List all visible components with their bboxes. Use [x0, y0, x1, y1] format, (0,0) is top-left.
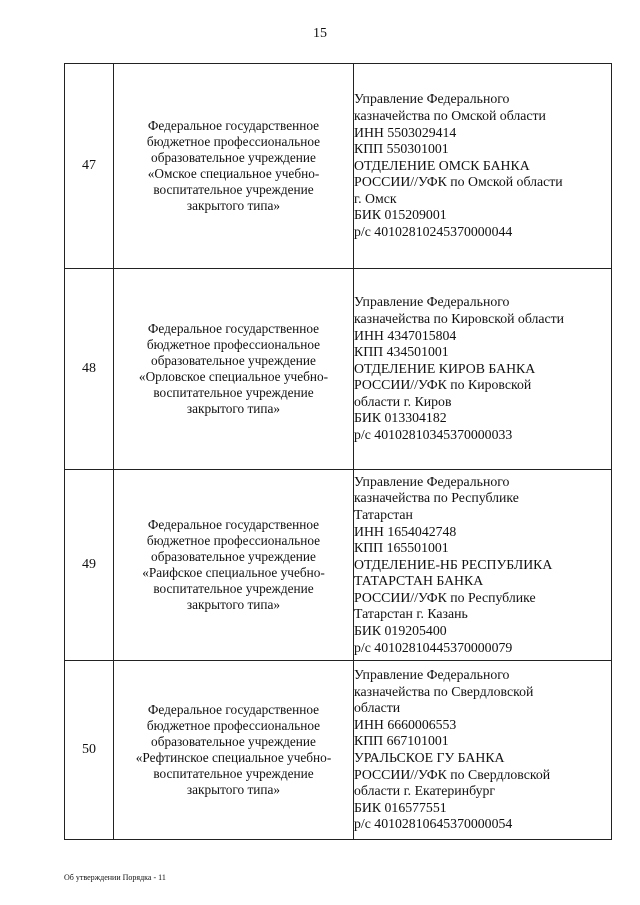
bank-details-line: Управление Федерального: [354, 473, 510, 489]
bank-details-line: Татарстан г. Казань: [354, 606, 468, 622]
bank-details-cell: [354, 269, 612, 470]
organization-line: закрытого типа»: [186, 597, 281, 612]
organization-line: закрытого типа»: [186, 401, 281, 416]
bank-details-line: Татарстан: [354, 506, 413, 522]
organization-cell: [114, 661, 354, 840]
bank-details-line: БИК 016577551: [354, 799, 447, 815]
document-footer: Об утверждении Порядка - 11: [64, 873, 166, 882]
bank-details-line: БИК 013304182: [354, 410, 447, 426]
organization-cell: [114, 470, 354, 661]
bank-details-line: РОССИИ//УФК по Кировской: [354, 377, 532, 393]
organization-line: «Рефтинское специальное учебно-: [135, 750, 332, 765]
organization-line: Федеральное государственное: [147, 118, 320, 133]
organization-line: бюджетное профессиональное: [146, 533, 321, 548]
row-number: 47: [65, 64, 114, 269]
organization-cell: [114, 64, 354, 269]
bank-details-line: БИК 019205400: [354, 623, 447, 639]
table-row: [65, 661, 612, 840]
organization-line: бюджетное профессиональное: [146, 718, 321, 733]
records-table: [64, 63, 612, 840]
organization-line: воспитательное учреждение: [153, 581, 314, 596]
table-row: [65, 470, 612, 661]
bank-details-line: области г. Екатеринбург: [354, 783, 496, 799]
bank-details-line: Управление Федерального: [354, 294, 510, 310]
bank-details-line: РОССИИ//УФК по Республике: [354, 589, 536, 605]
bank-details-line: УРАЛЬСКОЕ ГУ БАНКА: [354, 750, 505, 765]
bank-details-line: ИНН 5503029414: [354, 124, 457, 140]
bank-details-line: г. Омск: [354, 190, 397, 206]
organization-line: образовательное учреждение: [151, 353, 316, 368]
bank-details-line: казначейства по Омской области: [354, 107, 546, 123]
organization-line: воспитательное учреждение: [153, 182, 314, 197]
organization-line: воспитательное учреждение: [153, 766, 314, 781]
bank-details-line: БИК 015209001: [354, 207, 447, 223]
bank-details-line: области г. Киров: [354, 393, 452, 409]
bank-details-line: р/с 40102810445370000079: [354, 639, 513, 655]
organization-line: образовательное учреждение: [151, 734, 316, 749]
bank-details-line: казначейства по Республике: [354, 490, 519, 506]
bank-details-line: ОТДЕЛЕНИЕ-НБ РЕСПУБЛИКА: [354, 556, 553, 572]
bank-details-line: ТАТАРСТАН БАНКА: [354, 573, 484, 589]
bank-details-line: казначейства по Кировской области: [354, 310, 565, 326]
bank-details-cell: [354, 64, 612, 269]
bank-details-cell: [354, 661, 612, 840]
bank-details-line: КПП 667101001: [354, 733, 449, 749]
bank-details-line: Управление Федерального: [354, 667, 510, 683]
bank-details-line: ИНН 4347015804: [354, 327, 457, 343]
organization-line: образовательное учреждение: [151, 549, 316, 564]
page-number: 15: [313, 26, 327, 41]
organization-line: закрытого типа»: [186, 782, 281, 797]
organization-line: бюджетное профессиональное: [146, 134, 321, 149]
bank-details-line: КПП 550301001: [354, 141, 449, 157]
organization-line: воспитательное учреждение: [153, 385, 314, 400]
bank-details-line: области: [354, 700, 401, 716]
organization-cell: [114, 269, 354, 470]
table-row: [65, 64, 612, 269]
bank-details-line: КПП 434501001: [354, 344, 449, 360]
organization-line: «Раифское специальное учебно-: [142, 565, 325, 580]
table-row: [65, 269, 612, 470]
bank-details-line: КПП 165501001: [354, 540, 449, 556]
row-number: 48: [65, 269, 114, 470]
bank-details-line: р/с 40102810245370000044: [354, 224, 513, 240]
row-number: 50: [65, 661, 114, 840]
organization-line: Федеральное государственное: [147, 517, 320, 532]
organization-line: бюджетное профессиональное: [146, 337, 321, 352]
bank-details-line: казначейства по Свердловской: [354, 683, 534, 699]
records-table-body: [65, 64, 612, 840]
bank-details-line: ОТДЕЛЕНИЕ КИРОВ БАНКА: [354, 360, 536, 376]
organization-line: «Орловское специальное учебно-: [138, 369, 329, 384]
bank-details-line: Управление Федерального: [354, 91, 510, 107]
bank-details-cell: [354, 470, 612, 661]
organization-line: образовательное учреждение: [151, 150, 316, 165]
organization-line: закрытого типа»: [186, 198, 281, 213]
bank-details-line: ОТДЕЛЕНИЕ ОМСК БАНКА: [354, 157, 530, 173]
bank-details-line: РОССИИ//УФК по Омской области: [354, 174, 563, 190]
bank-details-line: р/с 40102810645370000054: [354, 816, 513, 832]
organization-line: Федеральное государственное: [147, 702, 320, 717]
bank-details-line: р/с 40102810345370000033: [354, 427, 513, 443]
bank-details-line: ИНН 1654042748: [354, 523, 457, 539]
organization-line: «Омское специальное учебно-: [147, 166, 320, 181]
bank-details-line: ИНН 6660006553: [354, 716, 457, 732]
bank-details-line: РОССИИ//УФК по Свердловской: [354, 766, 551, 782]
organization-line: Федеральное государственное: [147, 321, 320, 336]
row-number: 49: [65, 470, 114, 661]
